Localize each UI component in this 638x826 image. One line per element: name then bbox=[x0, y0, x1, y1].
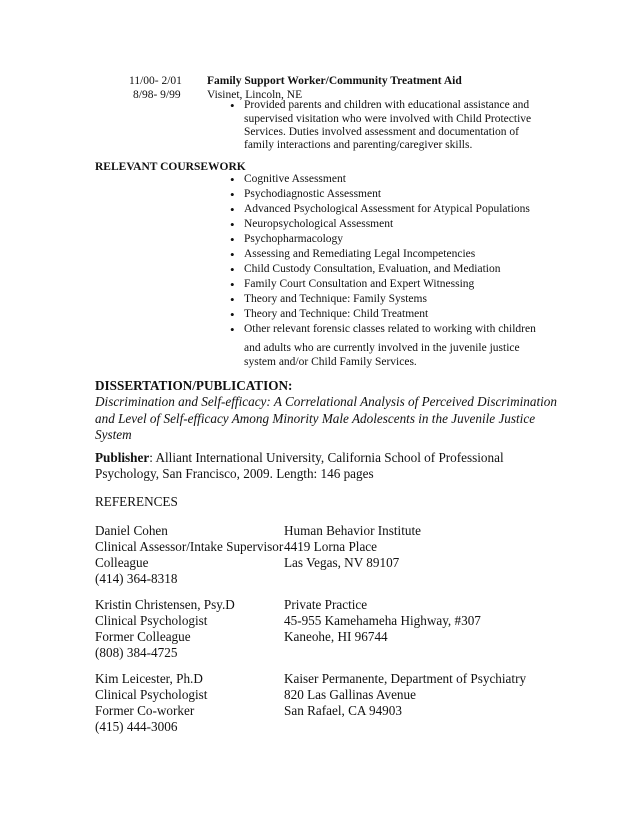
coursework-item-cont: and adults who are currently involved in the juvenile justice bbox=[244, 342, 520, 354]
dissertation-title-line: Discrimination and Self-efficacy: A Correlational Analysis of Perceived Discrimination bbox=[95, 394, 557, 409]
coursework-item: • Psychopharmacology bbox=[244, 232, 536, 247]
reference-city: Kaneohe, HI 96744 bbox=[284, 629, 388, 644]
reference-title: Clinical Assessor/Intake Supervisor bbox=[95, 539, 284, 554]
coursework-item: • Theory and Technique: Family Systems bbox=[244, 292, 536, 307]
coursework-item: • Cognitive Assessment bbox=[244, 172, 536, 187]
dissertation-title-line: and Level of Self-efficacy Among Minority Male Adolescents in the Juvenile Justice bbox=[95, 411, 536, 426]
coursework-item: • Advanced Psychological Assessment for Atypical Populations bbox=[244, 202, 536, 217]
reference-org: Human Behavior Institute bbox=[284, 523, 421, 538]
job-title: Family Support Worker/Community Treatment Aid bbox=[207, 75, 462, 87]
reference-title: Clinical Psychologist bbox=[95, 687, 208, 702]
reference-name: Daniel Cohen bbox=[95, 523, 168, 538]
coursework-list bbox=[244, 172, 536, 337]
coursework-item: • Theory and Technique: Child Treatment bbox=[244, 307, 536, 322]
reference-relation: Former Colleague bbox=[95, 629, 191, 644]
reference-phone: (808) 384-4725 bbox=[95, 645, 178, 660]
job-employer: Visinet, Lincoln, NE bbox=[207, 89, 303, 101]
reference-address: 4419 Lorna Place bbox=[284, 539, 378, 554]
reference-name: Kristin Christensen, Psy.D bbox=[95, 597, 235, 612]
reference-relation: Former Co-worker bbox=[95, 703, 195, 718]
coursework-heading: RELEVANT COURSEWORK bbox=[95, 161, 246, 173]
reference-city: Las Vegas, NV 89107 bbox=[284, 555, 400, 570]
job-date-1: 11/00- 2/01 bbox=[129, 75, 182, 87]
reference-phone: (414) 364-8318 bbox=[95, 571, 178, 586]
reference-name: Kim Leicester, Ph.D bbox=[95, 671, 203, 686]
coursework-item: • Neuropsychological Assessment bbox=[244, 217, 536, 232]
coursework-item: • Psychodiagnostic Assessment bbox=[244, 187, 536, 202]
reference-org: Private Practice bbox=[284, 597, 368, 612]
coursework-item: • Assessing and Remediating Legal Incompetencies bbox=[244, 247, 536, 262]
reference-address: 820 Las Gallinas Avenue bbox=[284, 687, 416, 702]
dissertation-heading: DISSERTATION/PUBLICATION: bbox=[95, 378, 293, 393]
coursework-item: • Other relevant forensic classes related to working with children bbox=[244, 322, 536, 337]
reference-city: San Rafael, CA 94903 bbox=[284, 703, 402, 718]
job-duty-line: supervised visitation who were involved with Child Protective bbox=[244, 113, 532, 125]
references-heading: REFERENCES bbox=[95, 494, 178, 509]
reference-title: Clinical Psychologist bbox=[95, 613, 208, 628]
job-duty-line: Services. Duties involved assessment and documentation of bbox=[244, 126, 519, 138]
job-date-2: 8/98- 9/99 bbox=[133, 89, 181, 101]
publisher-line bbox=[95, 449, 504, 466]
reference-relation: Colleague bbox=[95, 555, 149, 570]
job-duties-list bbox=[244, 98, 529, 113]
job-duty-line: family interactions and parenting/caregiver skills. bbox=[244, 139, 473, 151]
publisher-line-2: Psychology, San Francisco, 2009. Length: 146 pages bbox=[95, 466, 374, 481]
dissertation-title-line: System bbox=[95, 427, 132, 442]
reference-address: 45-955 Kamehameha Highway, #307 bbox=[284, 613, 481, 628]
reference-phone: (415) 444-3006 bbox=[95, 719, 178, 734]
publisher-text: : Alliant International University, California School of Professional bbox=[149, 450, 504, 465]
job-duty-line: • Provided parents and children with educational assistance and bbox=[244, 98, 529, 113]
coursework-item: • Child Custody Consultation, Evaluation, and Mediation bbox=[244, 262, 536, 277]
coursework-item: • Family Court Consultation and Expert Witnessing bbox=[244, 277, 536, 292]
coursework-item-cont: system and/or Child Family Services. bbox=[244, 356, 417, 368]
reference-org: Kaiser Permanente, Department of Psychiatry bbox=[284, 671, 527, 686]
publisher-label: Publisher bbox=[95, 450, 150, 465]
